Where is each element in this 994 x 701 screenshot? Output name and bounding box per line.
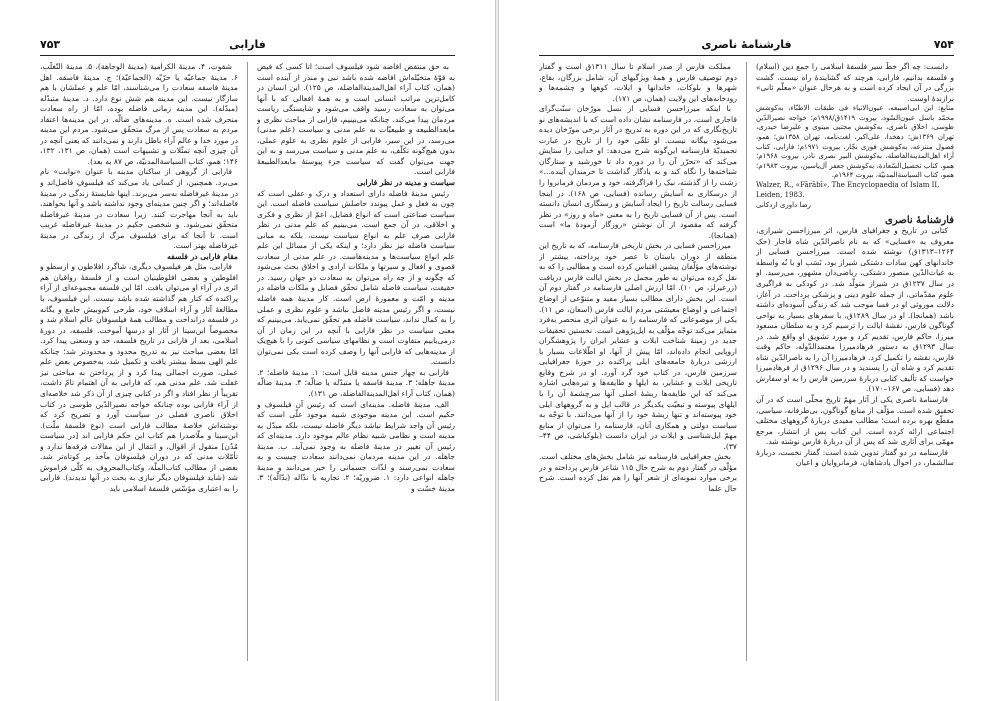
- column-divider: [746, 62, 747, 661]
- column-left: [40, 62, 238, 661]
- column-left: [539, 62, 737, 661]
- paragraph: رئیس مدینهٔ فاضله دارای استعداد و درک و عقلی است که چون به فعل و عمل پیوندد حاصلش سیاست فاضله است. این سیاست صناعتی است که انواع فضایل، اعمّ از نظری و فکری و اخلاقی، در آن جمع است. می‌بینیم که علم مدنی در نظر فارابی صرف علم به انواع سیاست نیست، بلکه به مبانی سیاست فاضله نیز نظر دارد؛ و اینکه یکی از مسائل این علم علم انواع سیاست‌ها و مدینه‌هاست. در علم مدنی از سعادت قصوی و افعال و سیرتها و ملکات ارادی و اخلاق بحث می‌شود که چگونه و از چه راه می‌توان به سعادت دو جهان رسید. در حقیقت، سیاست فاضله شامل تحقّق فضایل و ملکات فاضله در مدینه و امّت و معمورهٔ ارض است. کار مدینهٔ همه فاضله نیست، و اگر رئیس مدینه فاضل نباشد و علوم نظری و عملی را به کمال نداند، سیاست فاضله هم تحقّق نمی‌یابد. می‌بینیم که معنی سیاست در نظر فارابی با آنچه در این زمان از آن درمی‌یابیم متفاوت است و نظامهای سیاسی کنونی را با هیچ‌یک از مدینه‌هایی که فارابی آنها را وصف کرده است یکی نمی‌توان دانست.: [257, 188, 455, 367]
- column-divider: [247, 62, 248, 661]
- paragraph: فارابی از گروهی از ساکنان مدینه با عنوان «نوابت» نام می‌برد. همچنین، از کسانی یاد می‌کند که فیلسوفِ فاضل‌اند و در مدینهٔ غیرفاضله به‌سر می‌برند. اینها شایستهٔ زندگی در مدینهٔ فاضله‌اند؛ و اگر چنین مدینه‌ای وجود نداشته باشد و آنها بخواهند، باید به آنجا مهاجرت کنند. زیرا سعادت در مدینهٔ غیرفاضله متحقّق نمی‌شود. و شخصی حکیم در مدینهٔ غیرفاضله غریب است. تا آنجا که برای فیلسوف مرگ از زندگی در مدینهٔ غیرفاضله بهتر است.: [40, 167, 238, 251]
- section-heading: مقام فارابی در فلسفه: [167, 251, 238, 261]
- paragraph: بخش جغرافیایی فارسنامه نیز شامل بخش‌های مختلف است. مؤلّف در گفتار دوم به شرح حال ۱۱۵ شاعر فارس پرداخته و در برخی موارد نمونه‌ای از شعر آنها را هم نقل کرده است. شرح حال علما: [539, 452, 737, 493]
- text-columns: [40, 62, 455, 661]
- author-signature: رضا داوری اردکانی: [756, 201, 811, 210]
- section-heading: سیاست و مدینه در نظر فارابی: [357, 178, 455, 188]
- left-page: [0, 0, 496, 701]
- running-title: فارابی: [229, 38, 266, 51]
- paragraph: شقوت، ۴. مدینهٔ الکرامیة (مدینهٔ الوجاهة)، ۵. مدینهٔ التّغلّب، ۶. مدینهٔ جماعیّه یا حرّیّه (الجماعیّة)؛ ج. مدینهٔ فاسقه. اهل مدینهٔ فاسقه سعادت را می‌شناسند، امّا علم و عملشان با هم سازگار نیست. این مدینه هم شش نوع دارد. د. مدینهٔ متبدّله (مبدّله). این مدینه زمانی فاضله بوده، امّا از راه سعادت منحرف شده است. ه. مدینه‌های ضالّه. در این مدینه‌ها اعتقاد مردم به سعادت پس از مرگ متحقّق می‌شود. مردم این مدینه در مورد خدا و عالم آراء باطل دارند و نمی‌دانند که یعنی آنچه در آن چیزی آنچه تمثّلات و تشبیهات است (همان، ص ۱۳۱، ۱۳۲، ۱۴۶؛ همو، کتاب السیاسةالمدنیّة، ص ۸۷ به بعد).: [40, 62, 238, 166]
- paragraph: دانست: چه اگر خطّ سیر فلسفهٔ اسلامی را جمع دین (اسلام) و فلسفه بدانیم، فارابی، هرچند که گشایندهٔ راه نیست، گشت بزرگی در آن ایجاد کرده است و به هرحال عنوان «معلّم ثانی» برازندهٔ اوست.: [756, 62, 954, 103]
- page-number: ۷۵۴: [933, 38, 954, 51]
- paragraph: الف. مدینهٔ فاضله. مدینه‌ای است که رئیس آن فیلسوف و حکیم است. این مدینه موجودی شبیه موجود علّی است که رئیس آن واجد شرایط نباشد دیگر فاضله نیست، بلکه مبدّل به مدینه است و نظامی شبیه نظام عالم موجود دارد. مدینه‌ای که رئیس آن تغییر در مدینهٔ فاضله به وجود نمی‌آید. ب. مدینهٔ جاهله. در این مدینه مردمان نمی‌دانند سعادت چیست و به سعادت نمی‌رسند و لذّات جسمانی را خیر می‌دانند و مدینهٔ جاهله انواعی دارد: ۱. ضروریّه؛ ۲. تجاریه یا نذّاله (بدّالّه)؛ ۳. مدینهٔ خسّت و: [257, 399, 455, 493]
- paragraph: فارسنامه در دو گفتار تدوین شده است: گفتار نخست، دربارهٔ سالشمار، در احوال پادشاهان، فرمانروایان و اعیان: [756, 447, 954, 468]
- header-rule: [40, 55, 455, 56]
- paragraph: با اینکه میرزاحسن فسایی از نسل مورّخان سنّت‌گرای قاجاری است، در فارسنامه نشان داده است که با اندیشه‌های نو تاریخ‌نگاری که در این دوره به تدریج در آثار برخی مورّخان دیده می‌شود بیگانه نیست. او تلقّی خود را از تاریخ در عبارت تحمیدیّهٔ فارسنامه این‌گونه شرح می‌دهد: او خدایی را ستایش می‌کند که «تحرّر آن را در دوره داد تا خورشید و ستارگان شناخته‌ها را نگاه کند و به یادگار گذاشت تا خرمندان آینده...» زشت را از گذشته، نیک را فراگرفته، خود و مردمان فرمانروا را از درسکاری به آسایش رسانده (فسایی، ص ۱۶۸). در اینجا فسایی رسالت تاریخ را ایجاد آسایش و رستگاری انسان دانسته است. پس از آن فسایی تاریخ را به معنی «ماه و روز» در نظر گرفته که مقصود از آن نوشتن «روزگار آزمودهٔ ما» است (همانجا).: [539, 104, 737, 240]
- text-columns: [539, 62, 954, 661]
- running-header: [40, 38, 455, 54]
- paragraph: کتابی در تاریخ و جغرافیای فارس، اثر میرزاحسن شیرازی، معروف به «فسایی» که به نام ناصرالدّین شاه قاجار (حک ۱۲۶۴–۱۳۱۳ق) نوشته شده است. میرزاحسن فسایی از خاندانهای کهن سادات دشتکی شیراز بود، نَسَب او با نُه واسطه به غیاث‌الدّین منصور دشتکی، ریاضی‌دان مشهور، می‌رسید. او در سال ۱۲۳۷ق در شیراز متولّد شد. در کودکی به فراگیری علوم مقدّماتی، از جمله علوم دینی و پزشکی پرداخت. در آغاز، دلالت موروثی او در فسا موجب شد که زندگی آسوده‌ای داشته باشد (همانجا). او در سال ۱۲۸۹ق، با سفرهای بسیار به نواحی گوناگون فارس، نقشهٔ ایالت را ترسیم کرد و به سلطان مسعود میرزا، حاکم فارس، تقدیم کرد و مورد تشویق او واقع شد. در سال ۱۲۹۳ق به دستور فرهادمیرزا معتمدالدّوله، حاکم وقت فارس، نقشه را تکمیل کرد. فرهادمیرزا آن را به ناصرالدّین شاه تقدیم کرد و شاه آن را پسندید و در سال ۱۲۹۶ق از فرهادمیرزا خواست که تألیف کتابی دربارهٔ سرزمین فارس را به او سفارش دهد (فسایی، ص ۱۶۷–۱۷۰).: [756, 226, 954, 394]
- paragraph: میرزاحسن فسایی در بخش تاریخی فارسنامه، که به تاریخ این منطقه از دوران باستان تا عصر خود پرداخته، بیشتر از نوشته‌های مؤلّفان پیشین اقتباس کرده است و مطالبی را که به نقل کرده می‌توان به طور مجمل در بخش ایالت فارس دریافت (زرعیرلز، ص ۱۰). امّا ارزش اصلی فارسنامه در گفتار دوم آن است. این بخش دارای مطالب بسیار مفید و متنوّعی از اوضاع اجتماعی و اوضاع معیشتی مردم ایالت فارس (اسعان، ص ۱۱). یکی از موضوعاتی که فارسنامه را به عنوان اثری منحصر به‌فرد متمایز می‌کند توجّه مؤلّف به ایل‌پژوهی است. نخستین تحقیقات جدید در زمینهٔ شناخت ایلات و عشایر ایران را پژوهشگران اروپایی انجام داده‌اند، امّا پیش از آنها، او اطّلاعات بسیار با ارزشی دربارهٔ جامعه‌های ایلی پراکنده در حوزهٔ جغرافیایی سرزمین فارس، در کتاب خود گرد آورد. او در شرح وقایع تاریخی ایلات و عشایر، به ایلها و طایفه‌ها و تیره‌هایی اشاره می‌کند که این طایفه‌ها ریشهٔ اصلی آنها سرچشمهٔ آن را با ایلهای پیوسته و تبعیّت یکدیگر در قالب ایل و به گروههای ایلی خود پیوسته‌اند و تنها ریشهٔ خود را از آنها می‌دانند. با توجّه به سیاست دولتی و همکاری آنان، فارسنامه را می‌توان از منابع مهمّ ایل‌شناسی و ایلات در ایران دانست (بلوکباشی، ص ۴۴–۳۷).: [539, 241, 737, 451]
- running-title: فارشنامهٔ ناصری: [701, 38, 792, 51]
- column-right: [756, 62, 954, 661]
- entry-title: فارشنامهٔ ناصری: [885, 214, 954, 226]
- paragraph: فارسنامهٔ ناصری یکی از آثار مهمّ تاریخ محلّی است که در آن تحقیق شده است. مؤلّف از منابع گوناگون، بی‌طرفانه، سیاسی، مقطّع بهره برده است؛ مطالب مفیدی دربارهٔ گروههای مختلف اجتماعی ارائه کرده است. این کتاب پس از انتشار، مرجع مهمّی برای آثاری شد که پس از آن دربارهٔ فارس نوشته شد.: [756, 394, 954, 447]
- running-header: [539, 38, 954, 54]
- page-number: ۷۵۳: [40, 38, 61, 51]
- paragraph: فارابی به چهار جنس مدینه قایل است: ۱. مدینهٔ فاضله؛ ۲. مدینهٔ جاهله؛ ۳. مدینهٔ فاسقه یا متبدّله یا ضالّه؛ ۴. مدینهٔ ضالّه (همان، کتاب آراء اهل‌المدینةالفاضلة، ص ۱۳۱).: [257, 367, 455, 398]
- paragraph: فارابی، مثل هر فیلسوف دیگری، شاگرد افلاطون و ارسطو و افلوطین و بعضی افلوطینیان است و از فلسفهٔ رواقیان هم اثری در آراء او می‌توان یافت. امّا این فلسفه مجموعه‌ای از آراء پراکنده که کنار هم گذاشته شده باشد نیست. این فیلسوف، با مطالعهٔ آثار و آراء اسلاف خود، طرحی کم‌وبیش جامع و یگانه در فلسفه درانداخت و مطالب همهٔ فیلسوفان عالم اسلام شد و مخصوصاً ابن‌سینا از آثار او درسها آموخت. فلسفه، در دورهٔ اسلامی، بعد از فارابی در تاریخ فلسفه، حد و وسعتی پیدا کرد. امّا بعضی مباحث نیز به تدریج محدود و محدودتر شد؛ چنانکه علم الهی بسط بیشتر یافت و تکمیل شد، به‌خصوص بعض علم عملی، صورت اجمالی پیدا کرد و از پرداختن به مباحثی نیز غفلت شد. علم مدنی هم، که فارابی به آن اهتمام تامّ داشت، تقریباً از نظر افتاد و اگر در کتابی چیزی از آن ذکر شد خلاصه‌ای از آراء فارابی بوده چنانکه خواجه نصیرالدّین طوسی در کتاب اخلاق ناصری فصلی در سیاست آورد و تصریح کرد که نوشته‌اش خلاصهٔ مطالب فارابی است (نوع فلسفهٔ ملّت). ابن‌سینا و ملّاصدرا هم کتاب ابن حکم فارابی اند [در سیاست مُدُن] منقول از اقوال، و انتقال از ابن مقالات فرقه‌ها ندارد و تأمّلات مدنی که در دوران فیلسوفان مآخذ بر کوتاه‌تر شد. بعضی از مطالب کتاب‌الملّة، وکتاب‌المحروف به کلّی فراموش شد (شاید فیلسوفان دیگر نیازی به بحث در آنها ندیدند). فارابی را به اعتباری مؤسّس فلسفهٔ اسلامی باید: [40, 262, 238, 493]
- paragraph: مملکت فارس از صدر اسلام تا سال ۱۳۱۱ق است و گفتار دوم توصیف فارس و همهٔ ویژگیهای آن، شامل بزرگان، بقاع، شهرها و بلوکات، خاندانها و ایلات، کوهها و چشمه‌ها و رودخانه‌های این ولایت (همان، ص ۱۷۱).: [539, 62, 737, 103]
- column-right: [257, 62, 455, 661]
- latin-reference: Walzer, R., «Fārābī», The Encyclopaedia of Islam II, Leiden, 1983.: [756, 180, 940, 199]
- right-page: [498, 0, 994, 701]
- header-rule: [539, 55, 954, 56]
- paragraph: به حق منتقض افاضه شود فیلسوف است؛ اتا کسی که فیض به قوّهٔ متخیّله‌اش افاضه شده باشد نبی و منذر از آینده است (همان، کتاب آراء اهل‌المدینةالفاضلة، ص ۱۲۵). این انسان در کامل‌ترین مراتب انسانی است و به همهٔ افعالی که با آنها می‌توان به سعادت رسید واقف می‌شود و شایستگی ریاست مردمان پیدا می‌کند. چنانکه می‌بینیم، فارابی از مباحث نظری و مابعدالطبیعه و طبیعیّات به علم مدنی و سیاست (علم مدنی) می‌رسد، در این سیر، فارابی از علوم نظری به علوم عملی، بدون هیچ‌گونه تکلّف، به علم مدنی و سیاست می‌رسد و به این جهت می‌توان گفت که سیاست جزء پیوستهٔ مابعدالطبیعهٔ فارابی است.: [257, 62, 455, 177]
- sources-paragraph: منابع: ابن ابی‌اصیبعه، عیون‌الانباء فی طبقات الاطبّاء، به‌کوشش محمّد باسل عیون‌السّود، بیروت ۱۴۱۹ق/۱۹۹۸م؛ خواجه نصیرالدّین طوسی، اخلاق ناصری، به‌کوشش مجتبی مینوی و علیرضا حیدری، تهران ۱۳۶۹ش؛ دهخدا، علی‌اکبر، لغت‌نامه، تهران ۱۳۵۸ش؛ همو، فصول منتزعه، به‌کوشش فوزی نجّار، بیروت ۱۹۷۱م؛ فارابی، کتاب آراء اهل‌المدینةالفاضلة، به‌کوشش البیر نصری نادر، بیروت ۱۹۶۸م؛ همو، کتاب تحصیل‌السّعادة، به‌کوشش جعفر آل‌یاسین، بیروت ۱۹۸۳م؛ همو، کتاب السیاسةالمدنیّة، بیروت ۱۹۶۴م.: [756, 104, 954, 180]
